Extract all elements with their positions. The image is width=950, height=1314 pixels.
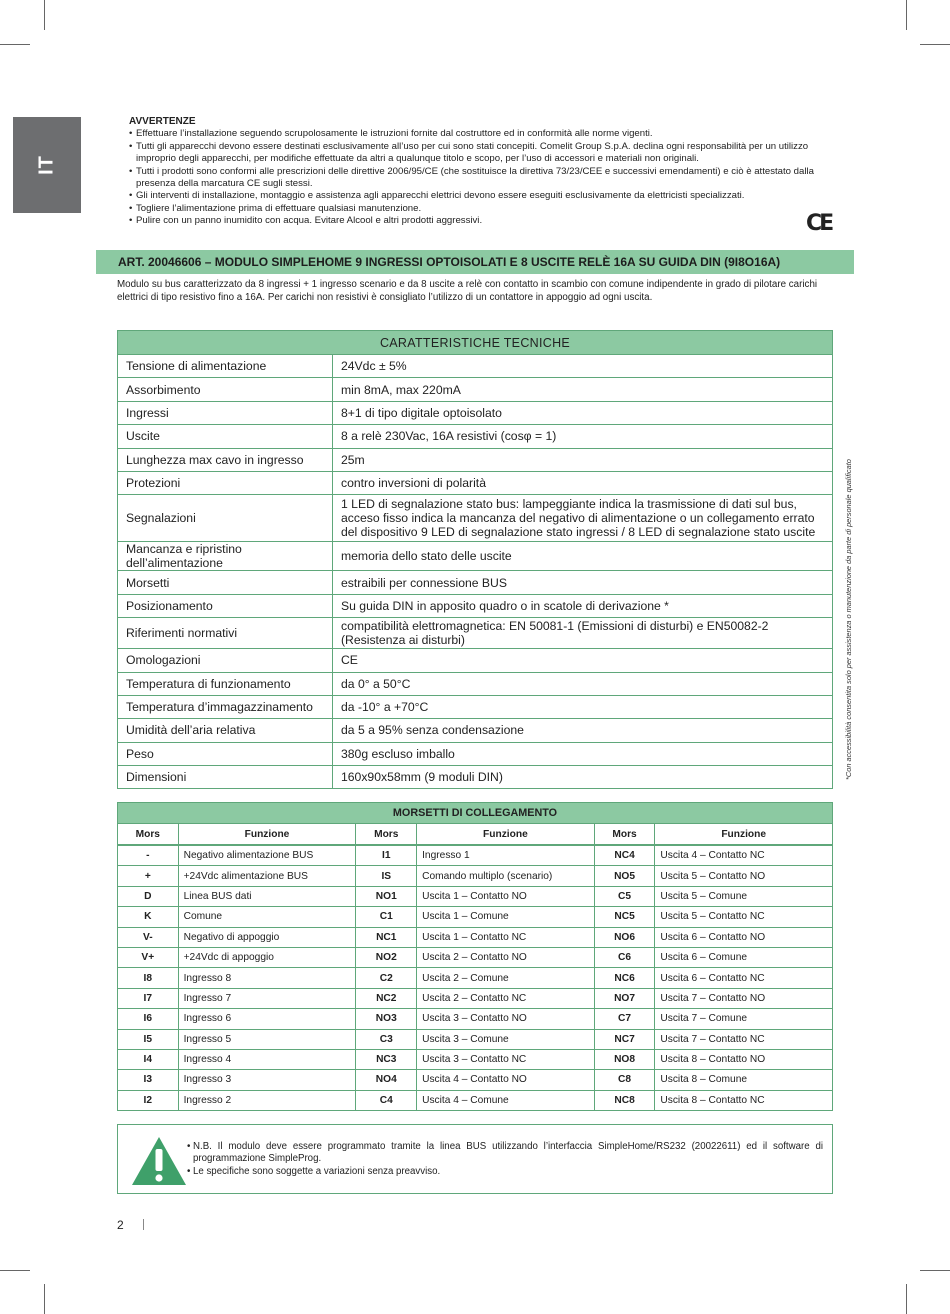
terminal-function: Uscita 8 – Contatto NC bbox=[655, 1090, 833, 1110]
terminal-row bbox=[118, 1049, 833, 1069]
spec-row bbox=[118, 695, 833, 718]
terminal-row bbox=[118, 1009, 833, 1029]
spec-label: Umidità dell’aria relativa bbox=[118, 719, 333, 742]
terminal-code: IS bbox=[356, 866, 417, 886]
spec-label: Tensione di alimentazione bbox=[118, 355, 333, 378]
crop-mark bbox=[920, 44, 950, 45]
terminal-code: C3 bbox=[356, 1029, 417, 1049]
spec-value: CE bbox=[333, 649, 833, 672]
terminal-function: Uscita 6 – Contatto NO bbox=[655, 927, 833, 947]
terminal-code: I4 bbox=[118, 1049, 179, 1069]
page-number-separator bbox=[143, 1219, 144, 1230]
terminal-function: Uscita 5 – Contatto NO bbox=[655, 866, 833, 886]
terminal-function: Uscita 3 – Contatto NO bbox=[417, 1009, 595, 1029]
terminal-code: NC6 bbox=[594, 968, 655, 988]
terminal-code: NC1 bbox=[356, 927, 417, 947]
terminal-function: Uscita 7 – Contatto NC bbox=[655, 1029, 833, 1049]
spec-label: Mancanza e ripristino dell’alimentazione bbox=[118, 542, 333, 571]
spec-value: da 5 a 95% senza condensazione bbox=[333, 719, 833, 742]
spec-label: Riferimenti normativi bbox=[118, 618, 333, 649]
terminal-function: Linea BUS dati bbox=[178, 886, 356, 906]
spec-label: Lunghezza max cavo in ingresso bbox=[118, 448, 333, 471]
terminals-body bbox=[118, 845, 833, 1111]
spec-row bbox=[118, 378, 833, 401]
tech-specs-body bbox=[118, 355, 833, 789]
spec-value: estraibili per connessione BUS bbox=[333, 571, 833, 594]
terminal-function: Ingresso 6 bbox=[178, 1009, 356, 1029]
note-item: • N.B. Il modulo deve essere programmato tramite la linea BUS utilizzando l’interfaccia SimpleHome/RS232 (20022611) ed il software di programmazione SimpleProg. bbox=[187, 1141, 823, 1166]
terminal-function: Uscita 2 – Comune bbox=[417, 968, 595, 988]
spec-row bbox=[118, 425, 833, 448]
spec-row bbox=[118, 542, 833, 571]
terminal-function: Ingresso 7 bbox=[178, 988, 356, 1008]
spec-value: 380g escluso imballo bbox=[333, 742, 833, 765]
crop-mark bbox=[0, 1270, 30, 1271]
terminal-code: NC3 bbox=[356, 1049, 417, 1069]
warnings-list bbox=[129, 128, 839, 227]
terminal-function: Uscita 6 – Comune bbox=[655, 947, 833, 967]
terminal-code: I7 bbox=[118, 988, 179, 1008]
warning-item: • Tutti i prodotti sono conformi alle prescrizioni delle direttive 2006/95/CE (che sostituisce la direttiva 73/23/CEE e successivi emendamenti) e ciò è attestato dalla presenza della marcatura CE sugli stessi. bbox=[129, 166, 839, 191]
spec-value: Su guida DIN in apposito quadro o in scatole di derivazione * bbox=[333, 594, 833, 617]
spec-row bbox=[118, 355, 833, 378]
spec-label: Protezioni bbox=[118, 471, 333, 494]
terminal-function: Uscita 8 – Contatto NO bbox=[655, 1049, 833, 1069]
warning-item: • Tutti gli apparecchi devono essere destinati esclusivamente all’uso per cui sono stati concepiti. Comelit Group S.p.A. declina ogni responsabilità per un utilizzo improprio degli apparecchi, per modifiche effettuate da altri a qualunque titolo e scopo, per l’uso di accessori e materiali non originali. bbox=[129, 141, 839, 166]
page-number: 2 bbox=[117, 1218, 124, 1232]
terminal-code: I1 bbox=[356, 845, 417, 866]
spec-label: Peso bbox=[118, 742, 333, 765]
spec-value: 25m bbox=[333, 448, 833, 471]
warnings-section bbox=[129, 116, 839, 228]
terminal-function: Ingresso 8 bbox=[178, 968, 356, 988]
spec-row bbox=[118, 672, 833, 695]
terminal-function: Uscita 5 – Contatto NC bbox=[655, 907, 833, 927]
terminal-code: I2 bbox=[118, 1090, 179, 1110]
col-header-mors: Mors bbox=[356, 824, 417, 846]
spec-value: 1 LED di segnalazione stato bus: lampeggiante indica la trasmissione di dati sul bus, acceso fisso indica la mancanza del negativo di alimentazione o un collegamento errato del dispositivo 9 LED di segnalazione stato ingressi / 8 LED di segnalazione stato uscite bbox=[333, 495, 833, 542]
terminal-code: C2 bbox=[356, 968, 417, 988]
terminal-code: NC8 bbox=[594, 1090, 655, 1110]
terminal-function: Uscita 6 – Contatto NC bbox=[655, 968, 833, 988]
warning-item: • Gli interventi di installazione, montaggio e assistenza agli apparecchi elettrici devono essere eseguiti esclusivamente da elettricisti specializzati. bbox=[129, 190, 839, 202]
spec-row bbox=[118, 495, 833, 542]
terminal-function: Uscita 2 – Contatto NC bbox=[417, 988, 595, 1008]
terminal-code: + bbox=[118, 866, 179, 886]
spec-row bbox=[118, 594, 833, 617]
terminal-row bbox=[118, 1090, 833, 1110]
spec-label: Temperatura d’immagazzinamento bbox=[118, 695, 333, 718]
terminal-code: NO3 bbox=[356, 1009, 417, 1029]
terminal-row bbox=[118, 907, 833, 927]
spec-value: 8 a relè 230Vac, 16A resistivi (cosφ = 1) bbox=[333, 425, 833, 448]
terminal-row bbox=[118, 845, 833, 866]
spec-row bbox=[118, 571, 833, 594]
spec-row bbox=[118, 766, 833, 789]
spec-label: Omologazioni bbox=[118, 649, 333, 672]
col-header-funzione: Funzione bbox=[655, 824, 833, 846]
spec-value: 160x90x58mm (9 moduli DIN) bbox=[333, 766, 833, 789]
terminal-row bbox=[118, 968, 833, 988]
col-header-funzione: Funzione bbox=[417, 824, 595, 846]
terminal-code: NO8 bbox=[594, 1049, 655, 1069]
terminal-function: Uscita 4 – Contatto NO bbox=[417, 1070, 595, 1090]
terminal-function: Uscita 2 – Contatto NO bbox=[417, 947, 595, 967]
terminal-code: I3 bbox=[118, 1070, 179, 1090]
terminal-function: Uscita 7 – Comune bbox=[655, 1009, 833, 1029]
terminal-code: - bbox=[118, 845, 179, 866]
spec-value: da 0° a 50°C bbox=[333, 672, 833, 695]
terminal-code: C6 bbox=[594, 947, 655, 967]
terminal-code: C8 bbox=[594, 1070, 655, 1090]
terminal-code: NC4 bbox=[594, 845, 655, 866]
spec-row bbox=[118, 618, 833, 649]
spec-row bbox=[118, 471, 833, 494]
spec-value: memoria dello stato delle uscite bbox=[333, 542, 833, 571]
spec-row bbox=[118, 448, 833, 471]
terminal-row bbox=[118, 947, 833, 967]
side-note: *Con accessibilità consentita solo per assistenza o manutenzione da parte di personale qualificato bbox=[844, 459, 853, 780]
spec-label: Ingressi bbox=[118, 401, 333, 424]
terminal-row bbox=[118, 1070, 833, 1090]
notes-list bbox=[187, 1141, 823, 1178]
spec-row bbox=[118, 742, 833, 765]
spec-value: 24Vdc ± 5% bbox=[333, 355, 833, 378]
terminal-function: Comune bbox=[178, 907, 356, 927]
terminal-function: Uscita 7 – Contatto NO bbox=[655, 988, 833, 1008]
terminal-code: I6 bbox=[118, 1009, 179, 1029]
intro-paragraph: Modulo su bus caratterizzato da 8 ingressi + 1 ingresso scenario e da 8 uscite a relè con contatto in scambio con comune indipendente in grado di pilotare carichi elettrici di tipo resistivo fino a 16A. Per carichi non resistivi è consigliato l’utilizzo di un contattore in appoggio ad ogni uscita. bbox=[117, 279, 818, 303]
terminal-code: NO1 bbox=[356, 886, 417, 906]
terminal-function: Uscita 4 – Contatto NC bbox=[655, 845, 833, 866]
warning-item: • Togliere l’alimentazione prima di effettuare qualsiasi manutenzione. bbox=[129, 203, 839, 215]
spec-label: Morsetti bbox=[118, 571, 333, 594]
terminal-code: NO2 bbox=[356, 947, 417, 967]
terminal-function: Negativo di appoggio bbox=[178, 927, 356, 947]
col-header-mors: Mors bbox=[594, 824, 655, 846]
terminal-function: Ingresso 3 bbox=[178, 1070, 356, 1090]
terminal-row bbox=[118, 1029, 833, 1049]
spec-row bbox=[118, 719, 833, 742]
crop-mark bbox=[906, 0, 907, 30]
terminal-row bbox=[118, 988, 833, 1008]
terminal-function: +24Vdc alimentazione BUS bbox=[178, 866, 356, 886]
language-tab-label: IT bbox=[35, 155, 58, 175]
terminal-function: Uscita 1 – Contatto NC bbox=[417, 927, 595, 947]
spec-label: Dimensioni bbox=[118, 766, 333, 789]
terminal-code: I5 bbox=[118, 1029, 179, 1049]
language-tab bbox=[13, 117, 81, 213]
terminal-function: Uscita 8 – Comune bbox=[655, 1070, 833, 1090]
spec-row bbox=[118, 401, 833, 424]
warnings-title: AVVERTENZE bbox=[129, 116, 196, 127]
terminal-code: C4 bbox=[356, 1090, 417, 1110]
terminals-table bbox=[117, 802, 833, 1111]
terminal-code: NC7 bbox=[594, 1029, 655, 1049]
spec-row bbox=[118, 649, 833, 672]
col-header-funzione: Funzione bbox=[178, 824, 356, 846]
terminal-row bbox=[118, 866, 833, 886]
warning-triangle-icon bbox=[130, 1135, 188, 1187]
terminal-function: Uscita 1 – Contatto NO bbox=[417, 886, 595, 906]
article-title: ART. 20046606 – MODULO SIMPLEHOME 9 INGRESSI OPTOISOLATI E 8 USCITE RELÈ 16A SU GUIDA DIN (9I8O16A) bbox=[96, 250, 854, 274]
tech-specs-table bbox=[117, 330, 833, 789]
terminal-code: NO4 bbox=[356, 1070, 417, 1090]
terminal-function: Ingresso 5 bbox=[178, 1029, 356, 1049]
terminal-code: NO6 bbox=[594, 927, 655, 947]
terminal-code: NO7 bbox=[594, 988, 655, 1008]
terminal-code: V- bbox=[118, 927, 179, 947]
crop-mark bbox=[44, 0, 45, 30]
spec-value: contro inversioni di polarità bbox=[333, 471, 833, 494]
col-header-mors: Mors bbox=[118, 824, 179, 846]
terminal-code: C5 bbox=[594, 886, 655, 906]
terminal-code: D bbox=[118, 886, 179, 906]
spec-label: Posizionamento bbox=[118, 594, 333, 617]
terminal-function: Uscita 4 – Comune bbox=[417, 1090, 595, 1110]
terminal-code: V+ bbox=[118, 947, 179, 967]
spec-value: 8+1 di tipo digitale optoisolato bbox=[333, 401, 833, 424]
terminal-function: Ingresso 4 bbox=[178, 1049, 356, 1069]
terminal-row bbox=[118, 886, 833, 906]
terminal-function: Uscita 1 – Comune bbox=[417, 907, 595, 927]
terminal-code: C7 bbox=[594, 1009, 655, 1029]
warning-item: • Pulire con un panno inumidito con acqua. Evitare Alcool e altri prodotti aggressivi. bbox=[129, 215, 839, 227]
terminal-code: NO5 bbox=[594, 866, 655, 886]
spec-value: da -10° a +70°C bbox=[333, 695, 833, 718]
tech-specs-caption: CARATTERISTICHE TECNICHE bbox=[118, 331, 833, 355]
spec-value: compatibilità elettromagnetica: EN 50081-1 (Emissioni di disturbi) e EN50082-2 (Resistenza ai disturbi) bbox=[333, 618, 833, 649]
crop-mark bbox=[906, 1284, 907, 1314]
terminal-function: Uscita 3 – Contatto NC bbox=[417, 1049, 595, 1069]
terminal-code: NC5 bbox=[594, 907, 655, 927]
warning-item: • Effettuare l’installazione seguendo scrupolosamente le istruzioni fornite dal costruttore ed in conformità alle norme vigenti. bbox=[129, 128, 839, 140]
terminal-function: +24Vdc di appoggio bbox=[178, 947, 356, 967]
crop-mark bbox=[920, 1270, 950, 1271]
terminals-caption: MORSETTI DI COLLEGAMENTO bbox=[118, 803, 833, 824]
note-item: • Le specifiche sono soggette a variazioni senza preavviso. bbox=[187, 1166, 823, 1178]
terminal-code: C1 bbox=[356, 907, 417, 927]
spec-label: Assorbimento bbox=[118, 378, 333, 401]
terminal-function: Comando multiplo (scenario) bbox=[417, 866, 595, 886]
terminal-row bbox=[118, 927, 833, 947]
terminal-function: Negativo alimentazione BUS bbox=[178, 845, 356, 866]
spec-label: Uscite bbox=[118, 425, 333, 448]
crop-mark bbox=[0, 44, 30, 45]
terminal-function: Ingresso 2 bbox=[178, 1090, 356, 1110]
terminal-function: Uscita 5 – Comune bbox=[655, 886, 833, 906]
terminal-code: K bbox=[118, 907, 179, 927]
terminal-code: I8 bbox=[118, 968, 179, 988]
terminal-function: Uscita 3 – Comune bbox=[417, 1029, 595, 1049]
notes-box bbox=[117, 1124, 833, 1194]
spec-value: min 8mA, max 220mA bbox=[333, 378, 833, 401]
crop-mark bbox=[44, 1284, 45, 1314]
spec-label: Segnalazioni bbox=[118, 495, 333, 542]
ce-mark-logo: CE bbox=[806, 211, 832, 236]
terminal-code: NC2 bbox=[356, 988, 417, 1008]
spec-label: Temperatura di funzionamento bbox=[118, 672, 333, 695]
terminal-function: Ingresso 1 bbox=[417, 845, 595, 866]
